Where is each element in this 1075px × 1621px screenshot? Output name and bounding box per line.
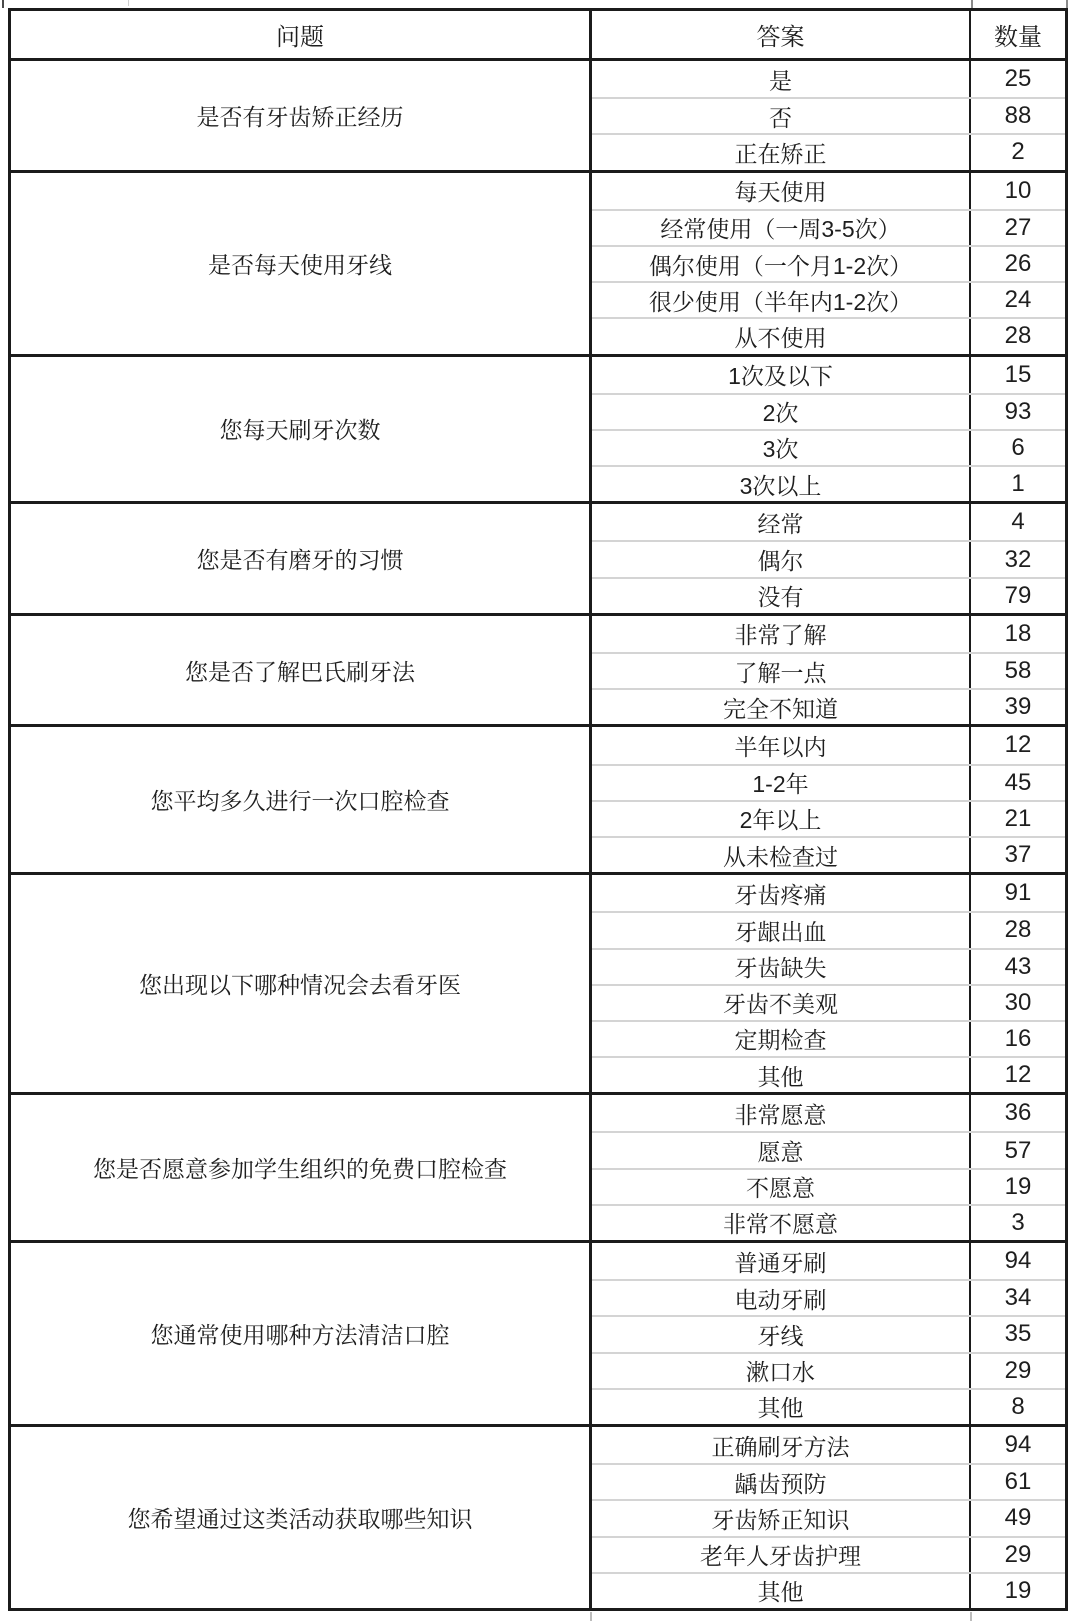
answer-count-cell: 4 xyxy=(1011,508,1025,536)
question-group xyxy=(11,727,1065,875)
answer-label-cell: 牙齿疼痛 xyxy=(592,875,971,911)
answer-label-cell: 牙龈出血 xyxy=(592,913,971,947)
answer-count-cell: 15 xyxy=(1004,360,1032,388)
answer-count-cell: 27 xyxy=(1004,213,1032,241)
scan-artifact-tick xyxy=(971,0,973,8)
answer-label-cell: 牙齿不美观 xyxy=(592,986,971,1020)
question-cell xyxy=(11,1427,592,1608)
answer-label-cell: 否 xyxy=(592,99,971,133)
answer-count-cell: 12 xyxy=(1004,1061,1032,1089)
answer-count-cell: 49 xyxy=(1004,1504,1032,1532)
answer-count-cell: 24 xyxy=(1004,286,1032,314)
answer-rows xyxy=(592,61,1065,170)
answer-row xyxy=(592,133,1065,169)
answer-rows xyxy=(592,173,1065,354)
answer-count-cell: 6 xyxy=(1011,433,1025,461)
answer-label-cell: 完全不知道 xyxy=(592,690,971,724)
answer-row xyxy=(592,61,1065,97)
answer-row xyxy=(592,1536,1065,1572)
answer-label-cell: 没有 xyxy=(592,579,971,613)
question-cell xyxy=(11,1095,592,1240)
question-cell xyxy=(11,1243,592,1424)
answer-label-cell: 老年人牙齿护理 xyxy=(592,1538,971,1572)
answer-row xyxy=(592,465,1065,501)
answer-row xyxy=(592,504,1065,540)
answer-count-cell: 10 xyxy=(1004,176,1032,204)
answer-count-cell: 21 xyxy=(1004,804,1032,832)
answer-row xyxy=(592,1131,1065,1167)
answer-row xyxy=(592,800,1065,836)
question-group xyxy=(11,61,1065,173)
question-group xyxy=(11,504,1065,616)
answer-rows xyxy=(592,1095,1065,1240)
answer-label-cell: 龋齿预防 xyxy=(592,1465,971,1499)
answer-row xyxy=(592,1204,1065,1240)
answer-row xyxy=(592,393,1065,429)
answer-label-cell: 1-2年 xyxy=(592,766,971,800)
answer-row xyxy=(592,1352,1065,1388)
answer-row xyxy=(592,1243,1065,1279)
answer-label-cell: 非常不愿意 xyxy=(592,1206,971,1240)
answer-label-cell: 牙齿矫正知识 xyxy=(592,1501,971,1535)
scan-artifact-tick xyxy=(590,1612,592,1621)
answer-row xyxy=(592,245,1065,281)
answer-label-cell: 非常愿意 xyxy=(592,1095,971,1131)
answer-count-cell: 8 xyxy=(1011,1392,1025,1420)
answer-row xyxy=(592,727,1065,763)
question-cell xyxy=(11,875,592,1092)
answer-row xyxy=(592,281,1065,317)
answer-count-cell: 29 xyxy=(1004,1540,1032,1568)
answer-count-cell: 34 xyxy=(1004,1284,1032,1312)
question-cell xyxy=(11,616,592,725)
answer-row xyxy=(592,1279,1065,1315)
answer-rows xyxy=(592,504,1065,613)
answer-count-cell: 19 xyxy=(1004,1172,1032,1200)
answer-label-cell: 2次 xyxy=(592,395,971,429)
answer-rows xyxy=(592,875,1065,1092)
answer-count-cell: 19 xyxy=(1004,1576,1032,1604)
question-group xyxy=(11,173,1065,357)
answer-label-cell: 1次及以下 xyxy=(592,357,971,393)
answer-row xyxy=(592,1463,1065,1499)
question-group xyxy=(11,1427,1065,1608)
answer-row xyxy=(592,357,1065,393)
answer-label-cell: 牙线 xyxy=(592,1317,971,1351)
answer-count-cell: 28 xyxy=(1004,916,1032,944)
answer-count-cell: 29 xyxy=(1004,1356,1032,1384)
question-group xyxy=(11,357,1065,505)
answer-label-cell: 正确刷牙方法 xyxy=(592,1427,971,1463)
answer-label-cell: 非常了解 xyxy=(592,616,971,652)
answer-row xyxy=(592,836,1065,872)
answer-label-cell: 了解一点 xyxy=(592,654,971,688)
answer-count-cell: 25 xyxy=(1004,65,1032,93)
answer-count-cell: 30 xyxy=(1004,988,1032,1016)
answer-count-cell: 94 xyxy=(1004,1247,1032,1275)
answer-count-cell: 57 xyxy=(1004,1136,1032,1164)
scan-artifact-tick xyxy=(2,0,4,8)
answer-row xyxy=(592,616,1065,652)
answer-row xyxy=(592,1427,1065,1463)
answer-row xyxy=(592,209,1065,245)
answer-rows xyxy=(592,616,1065,725)
scan-artifact-tick xyxy=(128,0,129,6)
answer-label-cell: 牙齿缺失 xyxy=(592,950,971,984)
answer-label-cell: 是 xyxy=(592,61,971,97)
answer-count-cell: 91 xyxy=(1004,879,1032,907)
question-text: 您是否愿意参加学生组织的免费口腔检查 xyxy=(93,1156,507,1183)
answer-label-cell: 其他 xyxy=(592,1390,971,1424)
question-group xyxy=(11,1095,1065,1243)
answer-row xyxy=(592,317,1065,353)
answer-count-cell: 94 xyxy=(1004,1431,1032,1459)
answer-row xyxy=(592,429,1065,465)
answer-row xyxy=(592,911,1065,947)
answer-count-cell: 26 xyxy=(1004,250,1032,278)
question-cell xyxy=(11,727,592,872)
answer-count-cell: 88 xyxy=(1004,102,1032,130)
answer-label-cell: 3次以上 xyxy=(592,467,971,501)
answer-count-cell: 32 xyxy=(1004,545,1032,573)
answer-count-cell: 79 xyxy=(1004,581,1032,609)
answer-count-cell: 37 xyxy=(1004,841,1032,869)
question-text: 您希望通过这类活动获取哪些知识 xyxy=(127,1505,473,1532)
header-question: 问题 xyxy=(11,11,592,58)
answer-label-cell: 从不使用 xyxy=(592,319,971,353)
question-text: 您是否了解巴氏刷牙法 xyxy=(185,658,415,685)
answer-count-cell: 3 xyxy=(1011,1208,1025,1236)
answer-label-cell: 愿意 xyxy=(592,1133,971,1167)
answer-label-cell: 3次 xyxy=(592,431,971,465)
answer-count-cell: 2 xyxy=(1011,138,1025,166)
answer-label-cell: 电动牙刷 xyxy=(592,1281,971,1315)
answer-label-cell: 其他 xyxy=(592,1574,971,1608)
answer-row xyxy=(592,1388,1065,1424)
answer-count-cell: 12 xyxy=(1004,731,1032,759)
answer-rows xyxy=(592,1243,1065,1424)
answer-row xyxy=(592,173,1065,209)
answer-label-cell: 偶尔 xyxy=(592,542,971,576)
answer-count-cell: 18 xyxy=(1004,619,1032,647)
question-text: 您每天刷牙次数 xyxy=(219,417,381,444)
answer-count-cell: 28 xyxy=(1004,322,1032,350)
answer-label-cell: 其他 xyxy=(592,1058,971,1092)
table-body xyxy=(11,61,1065,1608)
answer-label-cell: 不愿意 xyxy=(592,1170,971,1204)
answer-count-cell: 58 xyxy=(1004,657,1032,685)
question-text: 是否每天使用牙线 xyxy=(208,251,392,278)
scan-artifact-tick xyxy=(970,1612,972,1621)
answer-count-cell: 36 xyxy=(1004,1099,1032,1127)
answer-row xyxy=(592,948,1065,984)
answer-row xyxy=(592,1020,1065,1056)
answer-label-cell: 很少使用（半年内1-2次） xyxy=(592,283,971,317)
answer-row xyxy=(592,1315,1065,1351)
answer-label-cell: 定期检查 xyxy=(592,1022,971,1056)
answer-row xyxy=(592,875,1065,911)
answer-label-cell: 半年以内 xyxy=(592,727,971,763)
answer-label-cell: 从未检查过 xyxy=(592,838,971,872)
answer-row xyxy=(592,764,1065,800)
question-text: 是否有牙齿矫正经历 xyxy=(196,103,404,130)
answer-rows xyxy=(592,357,1065,502)
question-text: 您是否有磨牙的习惯 xyxy=(196,547,404,574)
answer-label-cell: 每天使用 xyxy=(592,173,971,209)
answer-label-cell: 2年以上 xyxy=(592,802,971,836)
answer-label-cell: 漱口水 xyxy=(592,1354,971,1388)
question-text: 您通常使用哪种方法清洁口腔 xyxy=(150,1321,450,1348)
question-text: 您出现以下哪种情况会去看牙医 xyxy=(139,972,461,999)
question-cell xyxy=(11,357,592,502)
answer-rows xyxy=(592,1427,1065,1608)
answer-row xyxy=(592,1168,1065,1204)
answer-count-cell: 45 xyxy=(1004,768,1032,796)
answer-label-cell: 普通牙刷 xyxy=(592,1243,971,1279)
survey-results-table xyxy=(8,8,1068,1611)
answer-row xyxy=(592,984,1065,1020)
answer-count-cell: 93 xyxy=(1004,397,1032,425)
answer-count-cell: 43 xyxy=(1004,952,1032,980)
answer-label-cell: 偶尔使用（一个月1-2次） xyxy=(592,247,971,281)
answer-row xyxy=(592,577,1065,613)
answer-count-cell: 39 xyxy=(1004,693,1032,721)
question-cell xyxy=(11,61,592,170)
header-answer: 答案 xyxy=(592,11,971,58)
question-cell xyxy=(11,173,592,354)
answer-count-cell: 61 xyxy=(1004,1468,1032,1496)
answer-rows xyxy=(592,727,1065,872)
answer-row xyxy=(592,97,1065,133)
answer-row xyxy=(592,1572,1065,1608)
question-group xyxy=(11,616,1065,728)
question-cell xyxy=(11,504,592,613)
scan-artifact-tick xyxy=(1066,0,1068,8)
header-count: 数量 xyxy=(994,24,1042,51)
answer-row xyxy=(592,652,1065,688)
answer-row xyxy=(592,540,1065,576)
answer-row xyxy=(592,1499,1065,1535)
answer-row xyxy=(592,1095,1065,1131)
question-group xyxy=(11,1243,1065,1427)
answer-count-cell: 16 xyxy=(1004,1024,1032,1052)
table-header-row xyxy=(11,11,1065,61)
answer-row xyxy=(592,1056,1065,1092)
question-text: 您平均多久进行一次口腔检查 xyxy=(150,788,450,815)
question-group xyxy=(11,875,1065,1095)
answer-label-cell: 经常 xyxy=(592,504,971,540)
answer-count-cell: 1 xyxy=(1011,470,1025,498)
answer-row xyxy=(592,688,1065,724)
answer-label-cell: 经常使用（一周3-5次） xyxy=(592,211,971,245)
answer-count-cell: 35 xyxy=(1004,1320,1032,1348)
answer-label-cell: 正在矫正 xyxy=(592,135,971,169)
